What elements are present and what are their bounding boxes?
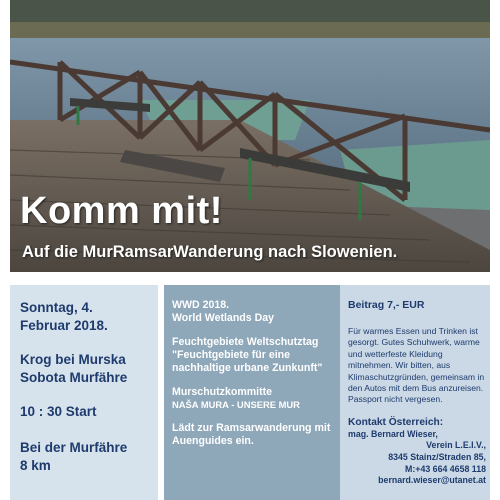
event-distance: 8 km xyxy=(20,458,51,473)
committee xyxy=(172,386,334,411)
invitation xyxy=(172,422,334,448)
organizer-column xyxy=(164,285,340,500)
invitation-line: Auenguides ein. xyxy=(172,435,254,447)
event-date-line: Sonntag, 4. xyxy=(20,300,93,315)
contact-heading: Kontakt Österreich: xyxy=(348,416,444,428)
info-section xyxy=(10,285,490,500)
contact-organization: Verein L.E.I.V., xyxy=(426,440,486,451)
event-place-line: Sobota Murfähre xyxy=(20,370,128,385)
event-date xyxy=(20,299,152,335)
motto-line: "Feuchtgebiete für eine xyxy=(172,349,291,361)
contact-phone: M:+43 664 4658 118 xyxy=(405,463,486,474)
fee: Beitrag 7,- EUR xyxy=(348,299,425,311)
committee-title: Murschutzkommitte xyxy=(172,386,273,398)
practical-info-column xyxy=(340,285,490,500)
note-line: und wetterfeste Kleidung xyxy=(348,348,443,359)
contact-name: mag. Bernard Wieser, xyxy=(348,428,438,439)
headline: Komm mit! xyxy=(20,190,223,232)
motto-line: Feuchtgebiete Weltschutztag xyxy=(172,336,319,348)
event-time: 10 : 30 Start xyxy=(20,404,97,419)
note-line: Klimaschutzgründen, gemeinsam in xyxy=(348,371,485,382)
contact-details xyxy=(348,429,486,487)
photo-banner xyxy=(10,0,490,272)
committee-subtitle: NAŠA MURA - UNSERE MUR xyxy=(172,399,300,410)
event-place-line: Krog bei Murska xyxy=(20,352,126,367)
invitation-line: Lädt zur Ramsarwanderung mit xyxy=(172,422,331,434)
note-line: Für warmes Essen und Trinken ist xyxy=(348,326,478,336)
contact-email-link[interactable]: bernard.wieser@utanet.at xyxy=(378,475,486,486)
event-start-point xyxy=(20,439,152,475)
note-line: mitnehmen. Wir bitten, aus xyxy=(348,360,451,371)
motto-line: nachhaltige urbane Zunkunft" xyxy=(172,362,323,374)
contact-address: 8345 Stainz/Straden 85, xyxy=(388,452,486,463)
practical-notes xyxy=(348,326,486,406)
event-date-line: Februar 2018. xyxy=(20,318,108,333)
event-place xyxy=(20,351,152,387)
event-start-line: Bei der Murfähre xyxy=(20,440,128,455)
note-line: gesorgt. Gutes Schuhwerk, warme xyxy=(348,337,480,348)
note-line: Passport nicht vergesen. xyxy=(348,394,443,405)
subline: Auf die MurRamsarWanderung nach Slowenien. xyxy=(22,243,398,261)
note-line: den Autos mit dem Bus anzureisen. xyxy=(348,383,484,394)
wwd-line: World Wetlands Day xyxy=(172,312,275,324)
motto xyxy=(172,336,334,375)
wwd-line: WWD 2018. xyxy=(172,299,230,311)
event-details-column xyxy=(10,285,158,500)
wwd-info xyxy=(172,299,334,325)
